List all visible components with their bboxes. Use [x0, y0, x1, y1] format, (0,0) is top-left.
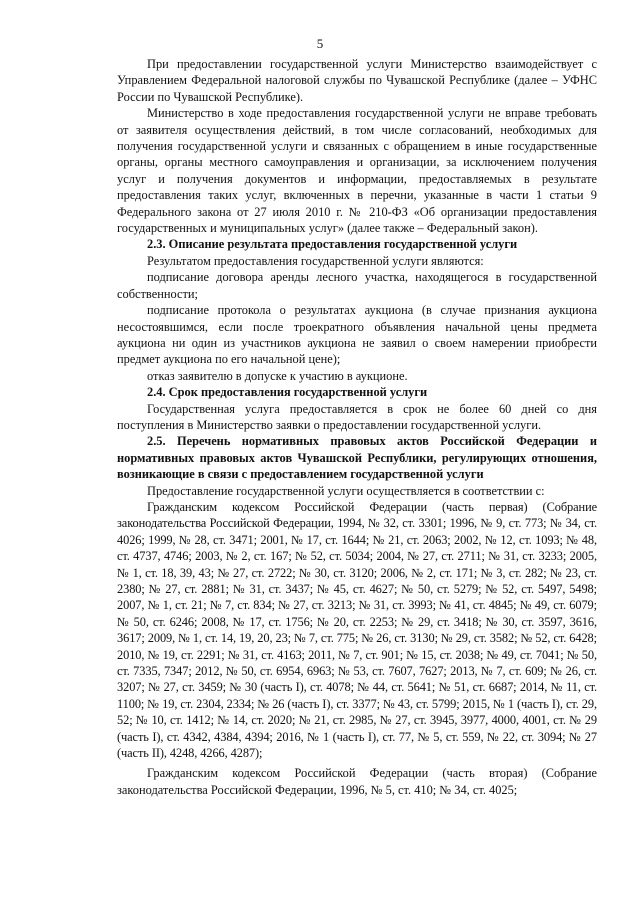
- paragraph-legal-basis-intro: Предоставление государственной услуги осуществляется в соответствии с:: [147, 483, 545, 498]
- paragraph-results-intro: Результатом предоставления государственной услуги являются:: [147, 253, 484, 268]
- paragraph-civil-code-part-one: Гражданским кодексом Российской Федерации (часть первая) (Собрание законодательства Российской Федерации, 1994, № 32, ст. 3301; 1996, № 9, ст. 773; № 34, ст. 4026; 1999, № 28, ст. 3471; 2001, № 17, ст. 1644; № 21, ст. 2063; 2002, № 12, ст. 1093; № 48, ст. 4737, 4746; 2003, № 2, ст. 167; № 52, ст. 5034; 2004, № 27, ст. 2711; № 31, ст. 3233; 2005, № 1, ст. 18, 39, 43; № 27, ст. 2722; № 30, ст. 3120; 2006, № 2, ст. 171; № 3, ст. 282; № 23, ст. 2380; № 27, ст. 2881; № 31, ст. 3437; № 45, ст. 4627; № 50, ст. 5279; № 52, ст. 5497, 5498; 2007, № 1, ст. 21; № 7, ст. 834; № 27, ст. 3213; № 31, ст. 3993; № 41, ст. 4845; № 49, ст. 6079; № 50, ст. 6246; 2008, № 17, ст. 1756; № 20, ст. 2253; № 29, ст. 3418; № 30, ст. 3597, 3616, 3617; 2009, № 1, ст. 14, 19, 20, 23; № 7, ст. 775; № 26, ст. 3130; № 29, ст. 3582; № 52, ст. 6428; 2010, № 19, ст. 2291; № 31, ст. 4163; 2011, № 7, ст. 901; № 15, ст. 2038; № 49, ст. 7041; № 50, ст. 7335, 7347; 2012, № 50, ст. 6954, 6963; № 53, ст. 7607, 7627; 2013, № 7, ст. 609; № 26, ст. 3207; № 27, ст. 3459; № 30 (часть I), ст. 4078; № 44, ст. 5641; № 51, ст. 6687; 2014, № 11, ст. 1100; № 19, ст. 2304, 2334; № 26 (часть I), ст. 3377; № 43, ст. 5799; 2015, № 1 (часть I), ст. 29, 52; № 10, ст. 1412; № 14, ст. 2020; № 21, ст. 2985, № 27, ст. 3945, 3977, 4000, 4001, ст. № 29 (часть I), ст. 4342, 4384, 4394; 2016, № 1 (часть I), ст. 77, № 5, ст. 559, № 22, ст. 3094; № 27 (часть II), 4248, 4266, 4287);: [117, 499, 597, 761]
- paragraph-service-term: Государственная услуга предоставляется в срок не более 60 дней со дня поступления в Министерство заявки о предоставлении государственной услуги.: [117, 401, 597, 432]
- document-body: [117, 56, 597, 798]
- section-heading-2-4: 2.4. Срок предоставления государственной услуги: [147, 385, 428, 400]
- section-heading-2-3: 2.3. Описание результата предоставления государственной услуги: [147, 237, 518, 252]
- page-number: 5: [316, 36, 324, 51]
- paragraph-interaction-ufns: При предоставлении государственной услуги Министерство взаимодействует с Управлением Федеральной налоговой службы по Чувашской Республике (далее – УФНС России по Чувашской Республике).: [117, 57, 597, 104]
- paragraph-result-lease-contract: подписание договора аренды лесного участка, находящегося в государственной собственности;: [117, 270, 597, 301]
- paragraph-ministry-restrictions: Министерство в ходе предоставления государственной услуги не вправе требовать от заявителя осуществления действий, в том числе согласований, необходимых для получения государственной услуги и связанных с обращением в иные государственные органы, органы местного самоуправления и организации, за исключением получения услуг и получения документов и информации, предоставляемых в результате предоставления таких услуг, включенных в перечни, указанные в части 1 статьи 9 Федерального закона от 27 июля 2010 г. № 210-ФЗ «Об организации предоставления государственных и муниципальных услуг» (далее также – Федеральный закон).: [117, 106, 597, 236]
- paragraph-civil-code-part-two: Гражданским кодексом Российской Федерации (часть вторая) (Собрание законодательства Российской Федерации, 1996, № 5, ст. 410; № 34, ст. 4025;: [117, 766, 597, 797]
- paragraph-result-refusal: отказ заявителю в допуске к участию в аукционе.: [147, 368, 408, 383]
- paragraph-result-auction-protocol: подписание протокола о результатах аукциона (в случае признания аукциона несостоявшимся, если после троекратного объявления начальной цены предмета аукциона ни один из участников аукциона не заявил о своем намерении приобрести предмет аукциона по его начальной цене);: [117, 303, 597, 367]
- section-heading-2-5: 2.5. Перечень нормативных правовых актов Российской Федерации и нормативных правовых актов Чувашской Республики, регулирующих отношения, возникающие в связи с предоставлением государственной услуги: [117, 434, 597, 482]
